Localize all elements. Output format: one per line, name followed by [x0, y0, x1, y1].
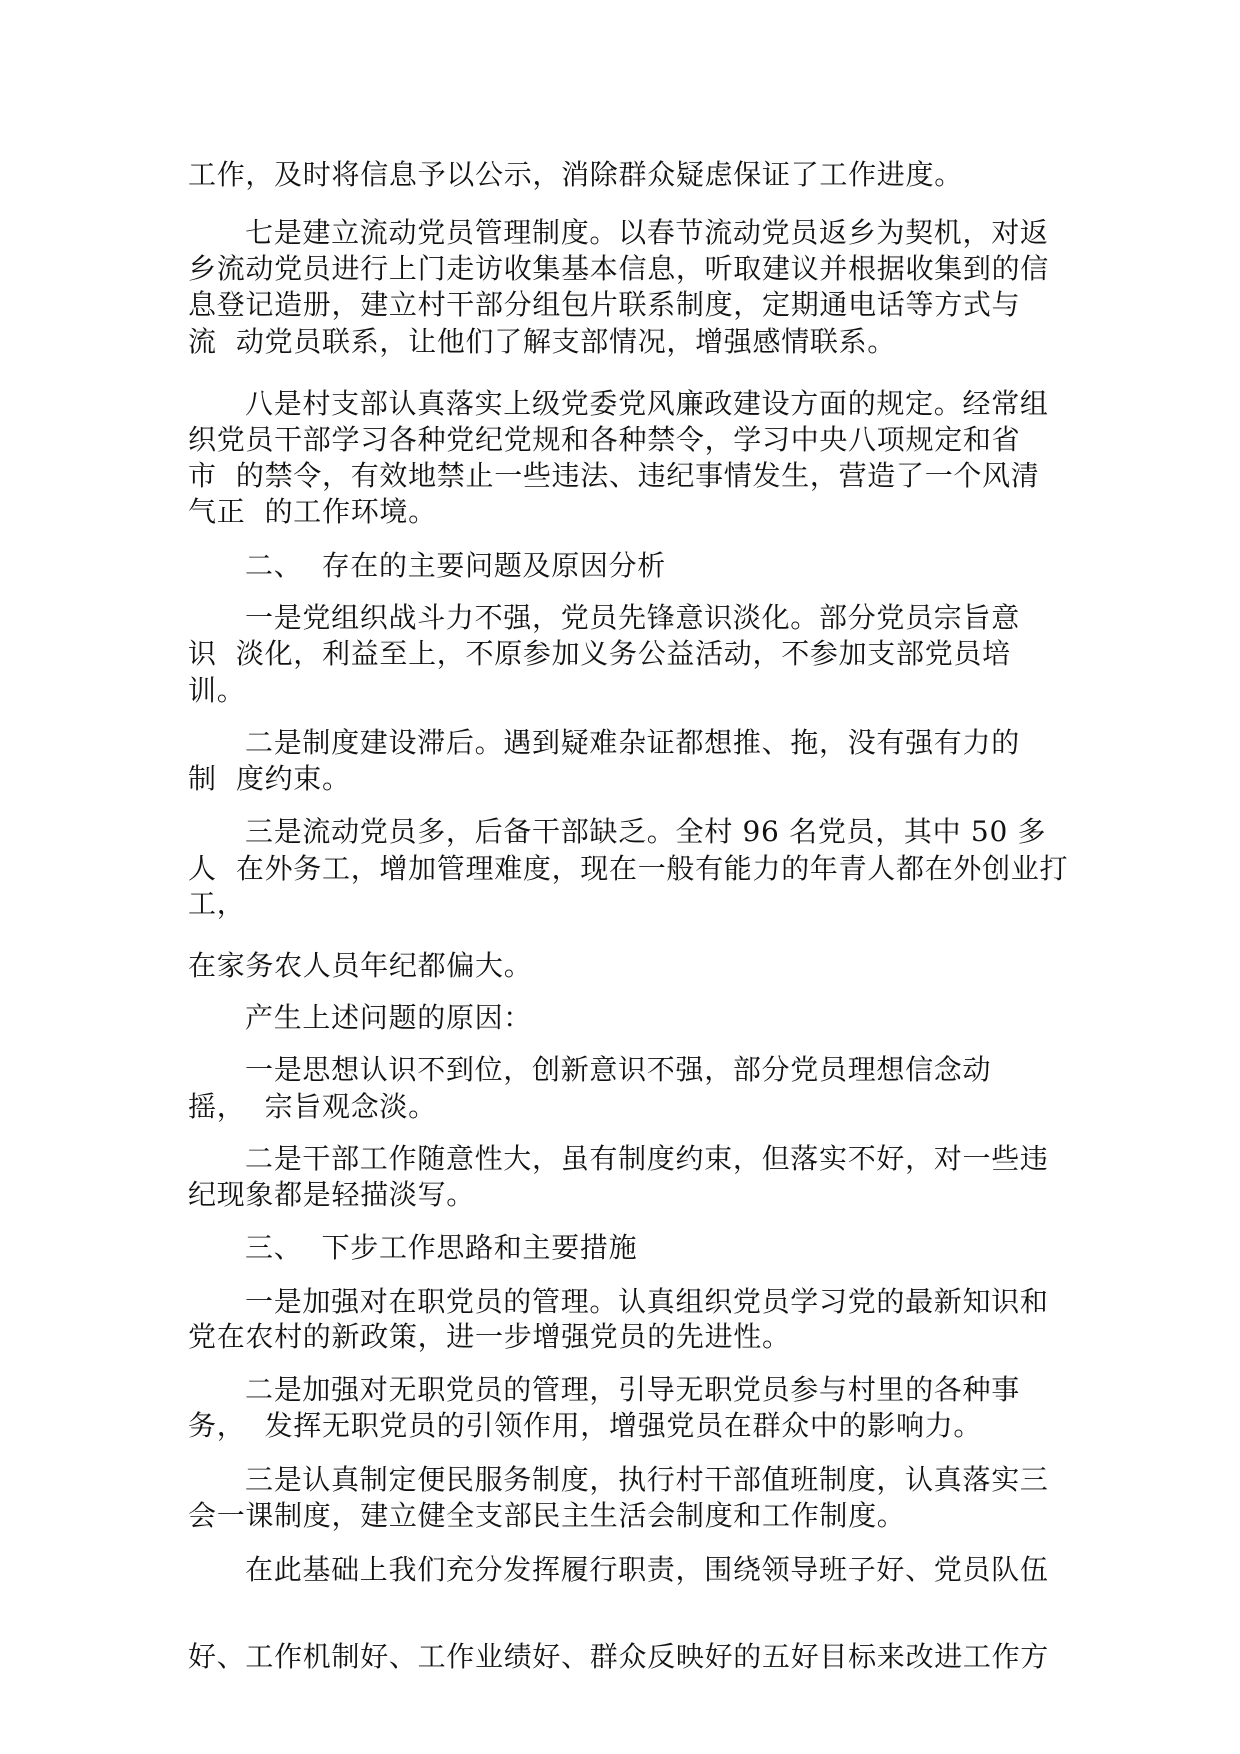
text-line: 气正 的工作环境。 [188, 495, 437, 528]
text-line: 一是思想认识不到位，创新意识不强，部分党员理想信念动 [245, 1053, 992, 1086]
text-line: 摇， 宗旨观念淡。 [188, 1090, 437, 1123]
text-line: 产生上述问题的原因： [245, 1001, 533, 1034]
text-line: 人 在外务工，增加管理难度，现在一般有能力的年青人都在外创业打 [188, 852, 1069, 885]
text-line: 在此基础上我们充分发挥履行职责，围绕领导班子好、党员队伍 [245, 1553, 1049, 1586]
text-line: 会一课制度，建立健全支部民主生活会制度和工作制度。 [188, 1499, 906, 1532]
text-line: 制 度约束。 [188, 762, 351, 795]
text-line: 流 动党员联系，让他们了解支部情况，增强感情联系。 [188, 325, 897, 358]
text-line: 乡流动党员进行上门走访收集基本信息，听取建议并根据收集到的信 [188, 252, 1050, 285]
text-line: 一是党组织战斗力不强，党员先锋意识淡化。部分党员宗旨意 [245, 601, 1020, 634]
text-line: 工作，及时将信息予以公示，消除群众疑虑保证了工作进度。 [188, 158, 963, 191]
text-line: 市 的禁令，有效地禁止一些违法、违纪事情发生，营造了一个风清 [188, 459, 1040, 492]
section-heading-text: 三、 下步工作思路和主要措施 [245, 1231, 638, 1264]
text-line: 二是制度建设滞后。遇到疑难杂证都想推、拖，没有强有力的 [245, 726, 1020, 759]
text-line: 织党员干部学习各种党纪党规和各种禁令，学习中央八项规定和省 [188, 423, 1021, 456]
section-heading-text: 二、 存在的主要问题及原因分析 [245, 549, 667, 582]
text-line: 三是认真制定便民服务制度，执行村干部值班制度，认真落实三 [245, 1463, 1049, 1496]
text-line: 三是流动党员多，后备干部缺乏。全村 96 名党员，其中 50 多 [245, 815, 1047, 848]
text-line: 训。 [188, 674, 246, 707]
text-line: 工， [188, 887, 246, 920]
text-line: 纪现象都是轻描淡写。 [188, 1178, 476, 1211]
text-line: 好、工作机制好、工作业绩好、群众反映好的五好目标来改进工作方 [188, 1640, 1050, 1673]
text-line: 务， 发挥无职党员的引领作用，增强党员在群众中的影响力。 [188, 1409, 983, 1442]
text-line: 七是建立流动党员管理制度。以春节流动党员返乡为契机，对返 [245, 216, 1049, 249]
text-line: 八是村支部认真落实上级党委党风廉政建设方面的规定。经常组 [245, 387, 1049, 420]
text-line: 二是加强对无职党员的管理，引导无职党员参与村里的各种事 [245, 1373, 1020, 1406]
text-line: 党在农村的新政策，进一步增强党员的先进性。 [188, 1320, 791, 1353]
text-line: 息登记造册，建立村干部分组包片联系制度，定期通电话等方式与 [188, 288, 1021, 321]
text-line: 在家务农人员年纪都偏大。 [188, 949, 533, 982]
text-line: 二是干部工作随意性大，虽有制度约束，但落实不好，对一些违 [245, 1142, 1049, 1175]
text-line: 一是加强对在职党员的管理。认真组织党员学习党的最新知识和 [245, 1285, 1049, 1318]
text-line: 识 淡化，利益至上，不原参加义务公益活动，不参加支部党员培 [188, 637, 1011, 670]
